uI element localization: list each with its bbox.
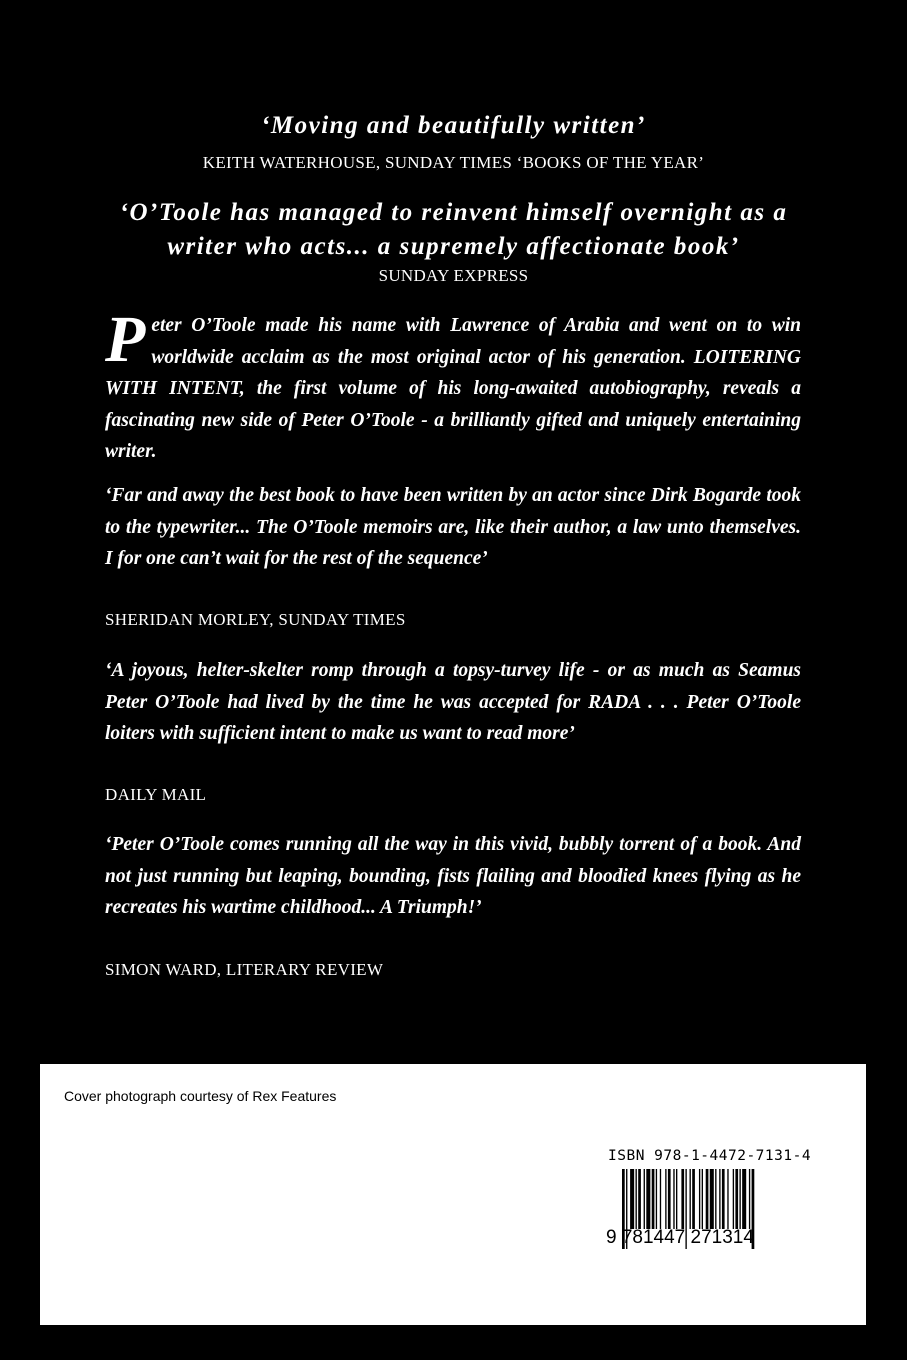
cover-bottom-panel	[40, 1064, 866, 1325]
blurb-text: eter O’Toole made his name with Lawrence of Arabia and went on to win worldwide acclaim as the most original actor of his generation. LOITERING WITH INTENT, the first volume of his long-awaited autobiography, reveals a fascinating new side of Peter O’Toole - a brilliantly gifted and uniquely entertaining writer.	[105, 315, 801, 462]
blurb-paragraph	[105, 303, 801, 468]
quote-daily-mail: ‘A joyous, helter-skelter romp through a topsy-turvey life - or as much as Seamus Peter O’Toole had lived by the time he was accepted for RADA . . . Peter O’Toole loiters with sufficient intent to make us want to read more’	[105, 660, 801, 744]
attribution-daily-mail: DAILY MAIL	[105, 785, 207, 804]
attribution-sunday-express: SUNDAY EXPRESS	[378, 266, 529, 285]
attribution-morley: SHERIDAN MORLEY, SUNDAY TIMES	[105, 610, 406, 629]
quote-ward: ‘Peter O’Toole comes running all the way in this vivid, bubbly torrent of a book. And not just running but leaping, bounding, fists flailing and bloodied knees flying as he recreates his wartime childhood... A Triumph!’	[105, 834, 801, 918]
photo-credit: Cover photograph courtesy of Rex Features	[64, 1088, 337, 1104]
quote-moving: ‘Moving and beautifully written’	[261, 112, 646, 139]
quote-morley: ‘Far and away the best book to have been written by an actor since Dirk Bogarde took to the typewriter... The O’Toole memoirs are, like their author, a law unto themselves. I for one can’t wait for the rest of the sequence’	[105, 485, 801, 569]
barcode-digits: 9 781447 271314	[606, 1227, 754, 1248]
attribution-ward: SIMON WARD, LITERARY REVIEW	[105, 960, 384, 979]
isbn-label: ISBN 978-1-4472-7131-4	[608, 1148, 812, 1164]
attribution-waterhouse: KEITH WATERHOUSE, SUNDAY TIMES ‘BOOKS OF THE YEAR’	[202, 153, 705, 172]
drop-cap: P	[105, 303, 146, 376]
quote-reinvent: ‘O’Toole has managed to reinvent himself overnight as a writer who acts... a supremely affectionate book’	[119, 199, 788, 260]
